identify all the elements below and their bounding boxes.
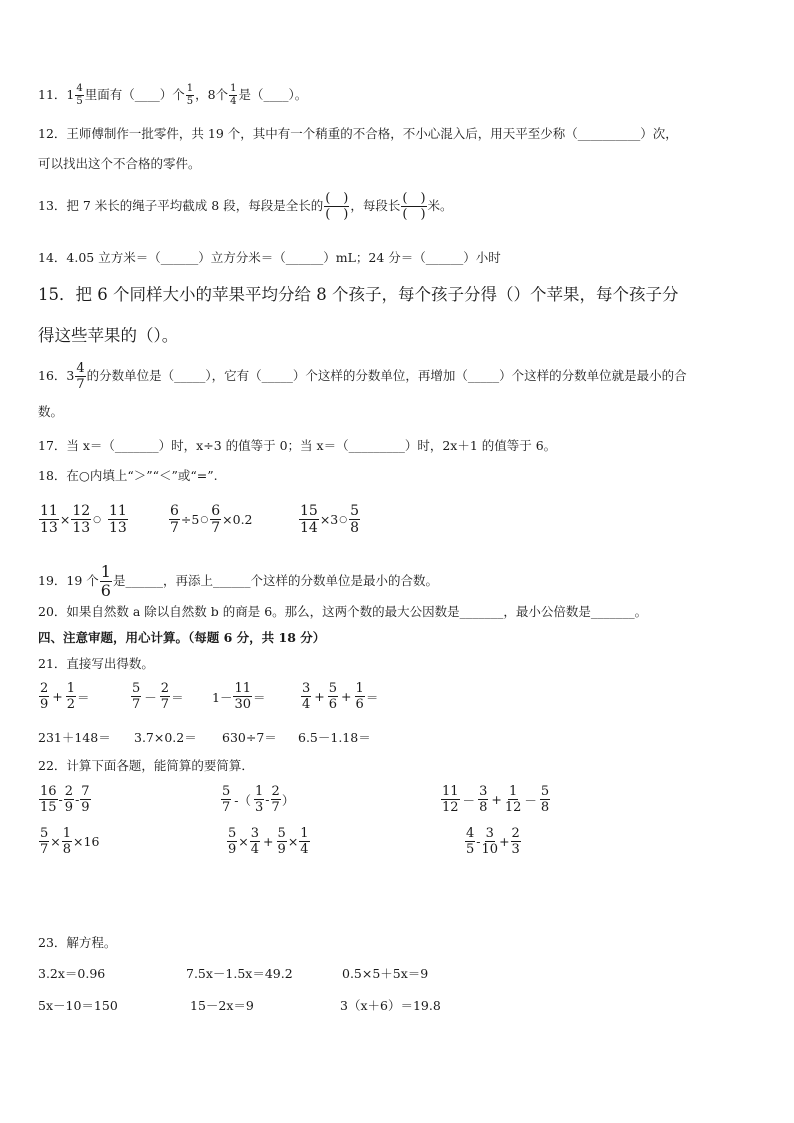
blank-fraction: $\frac{( )}{( )}$ (402, 191, 426, 222)
question-22: 22．计算下面各题，能简算的要简算． (38, 758, 254, 773)
calc-22-2: $\frac{5}{7}$ -（ $\frac{1}{3}$ - $\frac{2}{7}$ ） (222, 784, 295, 815)
calc-21-7: 630÷7＝ (222, 730, 277, 745)
question-13: 13．把 7 米长的绳子平均截成 8 段，每段是全长的 $\frac{( )}{( )}$ ，每段长 $\frac{( )}{( )}$ 米。 (38, 191, 453, 222)
equation-6: 3（x＋6）＝19.8 (340, 998, 441, 1013)
mixed-number: 1 $\frac{4}{5}$ (66, 83, 83, 107)
section-4-title: 四、注意审题，用心计算。（每题 6 分，共 18 分） (38, 630, 326, 645)
question-21: 21．直接写出得数。 (38, 656, 154, 671)
question-18: 18．在○内填上“＞”“＜”或“=”. (38, 468, 218, 483)
equation-2: 7.5x－1.5x＝49.2 (186, 966, 293, 981)
equation-3: 0.5×5＋5x＝9 (342, 966, 429, 981)
equation-5: 15－2x＝9 (190, 998, 254, 1013)
question-17: 17．当 x＝（_______）时，x÷3 的值等于 0；当 x＝（_________）时，2x＋1 的值等于 6。 (38, 438, 557, 453)
question-12-line-1: 12．王师傅制作一批零件，共 19 个，其中有一个稍重的不合格，不小心混入后，用天平至少称（__________）次， (38, 126, 678, 141)
compare-circle[interactable]: ○ (339, 514, 348, 525)
calc-21-5: 231＋148＝ (38, 730, 111, 745)
calc-21-4: $\frac{3}{4}$ + $\frac{5}{6}$ + $\frac{1}{6}$ ＝ (302, 681, 379, 712)
compare-expression-2: $\frac{6}{7}$ ÷5 ○ $\frac{6}{7}$ ×0.2 (170, 503, 253, 536)
mixed-number: 3 $\frac{4}{7}$ (66, 361, 85, 392)
fraction: $\frac{1}{4}$ (230, 83, 237, 107)
calc-21-8: 6.5－1.18＝ (298, 730, 371, 745)
question-20: 20．如果自然数 a 除以自然数 b 的商是 6。那么，这两个数的最大公因数是_______，最小公倍数是_______。 (38, 604, 648, 619)
fraction: $\frac{1}{5}$ (186, 83, 194, 107)
calc-21-6: 3.7×0.2＝ (134, 730, 197, 745)
compare-circle[interactable]: ○ (200, 514, 209, 525)
question-11: 11． 1 $\frac{4}{5}$ 里面有（____）个 $\frac{1}{5}$ ，8个 $\frac{1}{4}$ 是（____）。 (38, 83, 308, 107)
question-23: 23．解方程。 (38, 935, 117, 950)
calc-22-6: $\frac{4}{5}$ - $\frac{3}{10}$ + $\frac{2}{3}$ (466, 826, 520, 857)
calc-22-4: $\frac{5}{7}$ × $\frac{1}{8}$ ×16 (40, 826, 100, 857)
question-12-line-2: 可以找出这个不合格的零件。 (38, 156, 201, 171)
question-15-line-1: 15．把 6 个同样大小的苹果平均分给 8 个孩子，每个孩子分得（）个苹果，每个孩子分 (38, 285, 679, 304)
calc-22-3: $\frac{11}{12}$ － $\frac{3}{8}$ + $\frac{1}{12}$ － $\frac{5}{8}$ (442, 784, 550, 815)
compare-circle[interactable]: ○ (93, 514, 101, 525)
question-16-line-2: 数。 (38, 404, 64, 419)
question-16: 16． 3 $\frac{4}{7}$ 的分数单位是（_____），它有（_____）个这样的分数单位，再增加（_____）个这样的分数单位就是最小的合 (38, 361, 687, 392)
calc-22-1: $\frac{16}{15}$ - $\frac{2}{9}$ - $\frac{7}{9}$ (40, 784, 90, 815)
blank-fraction: $\frac{( )}{( )}$ (325, 191, 349, 222)
calc-21-2: $\frac{5}{7}$ － $\frac{2}{7}$ ＝ (132, 681, 184, 712)
question-14: 14．4.05 立方米＝（______）立方分米＝（______）mL；24 分＝（______）小时 (38, 250, 501, 265)
calc-21-3: 1－ $\frac{11}{30}$ ＝ (212, 681, 266, 712)
equation-4: 5x－10＝150 (38, 998, 118, 1013)
question-19: 19．19 个 $\frac{1}{6}$ 是______，再添上______个这样的分数单位是最小的合数。 (38, 562, 438, 600)
equation-1: 3.2x＝0.96 (38, 966, 106, 981)
compare-expression-3: $\frac{15}{14}$ ×3 ○ $\frac{5}{8}$ (300, 503, 360, 536)
question-15-line-2: 得这些苹果的（）。 (38, 326, 179, 345)
calc-22-5: $\frac{5}{9}$ × $\frac{3}{4}$ + $\frac{5}{9}$ × $\frac{1}{4}$ (228, 826, 309, 857)
calc-21-1: $\frac{2}{9}$ + $\frac{1}{2}$ ＝ (40, 681, 90, 712)
compare-expression-1: $\frac{11}{13}$ × $\frac{12}{13}$ ○ $\frac{11}{13}$ (40, 503, 127, 536)
